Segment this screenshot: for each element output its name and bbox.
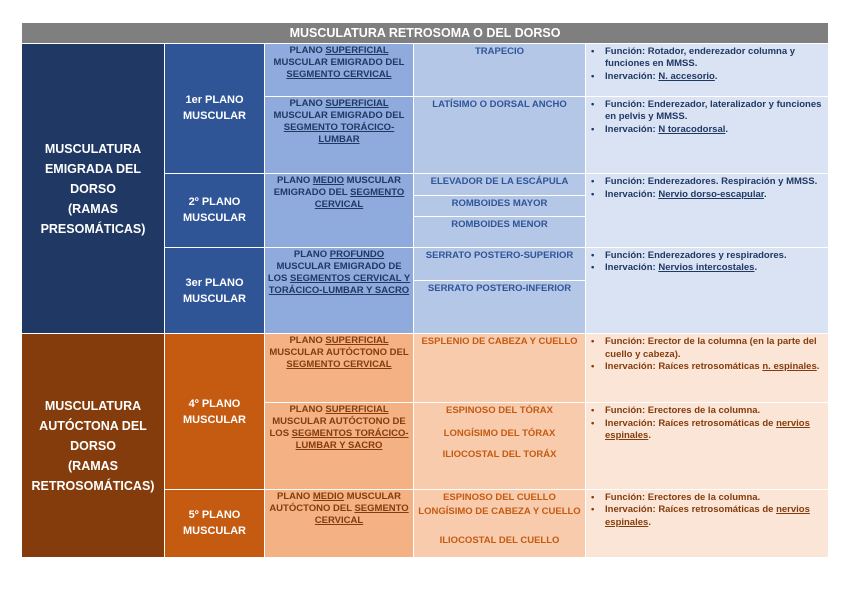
muscle-list [414,489,586,557]
bullet-list [588,492,825,530]
plane-level-label-line: 3er PLANO [185,276,244,289]
bullet-item: • Función: Erector de la columna (en la parte del cuello y cabeza). [588,336,825,361]
plane-level-label-line: MUSCULAR [183,212,246,225]
muscle-name: ILIOCOSTAL DEL TORÁX [442,449,557,461]
bullet-item: • Inervación: N. accesorio. [588,71,825,84]
plane-description: PLANO SUPERFICIAL MUSCULAR EMIGRADO DEL SEGMENTO TORÁCICO-LUMBAR [265,96,414,173]
group-label-line: DORSO [70,438,116,453]
group-label-line: RETROSOMÁTICAS) [31,478,155,493]
bullet-item: • Inervación: Raíces retrosomáticas de nervios espinales. [588,504,825,529]
plane-level-label-line: 2º PLANO [188,196,241,209]
back-musculature-table [21,22,829,558]
bullet-item: • Inervación: Raíces retrosomáticas n. espinales. [588,361,825,374]
function-innervation [586,247,829,333]
bullet-item: • Función: Erectores de la columna. [588,492,825,505]
plane-level-label [165,43,265,173]
muscle-list [414,403,586,489]
muscle-name: ILIOCOSTAL DEL CUELLO [439,534,560,546]
table-row [22,334,829,403]
plane-level-label-line: MUSCULAR [183,292,246,305]
plane-description: PLANO SUPERFICIAL MUSCULAR EMIGRADO DEL SEGMENTO CERVICAL [265,43,414,96]
bullet-list [588,176,825,201]
table-title: MUSCULATURA RETROSOMA O DEL DORSO [22,23,829,44]
muscle-name: LONGÍSIMO DEL TÓRAX [443,428,556,440]
bullet-item: • Inervación: N toracodorsal. [588,124,825,137]
bullet-list [588,405,825,443]
plane-description: PLANO PROFUNDO MUSCULAR EMIGRADO DE LOS SEGMENTOS CERVICAL Y TORÁCICO-LUMBAR Y SACRO [265,247,414,333]
plane-level-label-line: MUSCULAR [183,110,246,123]
plane-level-label [165,174,265,248]
table-row [22,43,829,96]
plane-level-label [165,334,265,490]
plane-level-label-line: MUSCULAR [183,525,246,538]
plane-level-label-line: 4º PLANO [188,397,241,410]
muscle-name: ROMBOIDES MENOR [414,216,585,237]
muscle-name: ESPLENIO DE CABEZA Y CUELLO [421,336,578,348]
plane-description: PLANO MEDIO MUSCULAR EMIGRADO DEL SEGMENTO CERVICAL [265,174,414,248]
muscle-list [414,96,586,173]
bullet-item: • Inervación: Nervios intercostales. [588,262,825,275]
group-label-line: (RAMAS [68,201,118,216]
plane-level-label [165,489,265,557]
group-label [22,334,165,558]
group-label-line: AUTÓCTONA DEL [39,418,147,433]
plane-description: PLANO SUPERFICIAL MUSCULAR AUTÓCTONO DE LOS SEGMENTOS TORÁCICO-LUMBAR Y SACRO [265,403,414,489]
muscle-name: ELEVADOR DE LA ESCÁPULA [430,176,569,188]
plane-description: PLANO MEDIO MUSCULAR AUTÓCTONO DEL SEGMENTO CERVICAL [265,489,414,557]
muscle-list [414,43,586,96]
muscle-list [414,334,586,403]
bullet-list [588,46,825,84]
bullet-item: • Función: Enderezadores y respiradores. [588,250,825,263]
plane-level-label-line: 1er PLANO [185,94,244,107]
function-innervation [586,489,829,557]
bullet-item: • Función: Enderezador, lateralizador y funciones en pelvis y MMSS. [588,99,825,124]
muscle-name: LATÍSIMO O DORSAL ANCHO [432,98,567,110]
group-label-line: MUSCULATURA [44,141,142,156]
plane-level-label-line: MUSCULAR [183,413,246,426]
plane-level-label-line: 5º PLANO [188,509,241,522]
function-innervation [586,43,829,96]
function-innervation [586,334,829,403]
group-label [22,43,165,334]
bullet-list [588,250,825,275]
bullet-item: • Función: Erectores de la columna. [588,405,825,418]
bullet-list [588,336,825,374]
muscle-name: SERRATO POSTERO-SUPERIOR [425,249,574,261]
bullet-item: • Inervación: Raíces retrosomáticas de nervios espinales. [588,418,825,443]
bullet-list [588,99,825,137]
group-label-line: EMIGRADA DEL [44,161,142,176]
muscle-name: ESPINOSO DEL TÓRAX [446,405,553,417]
muscle-name: SERRATO POSTERO-INFERIOR [414,280,585,322]
muscle-name: LONGÍSIMO DE CABEZA Y CUELLO [418,505,581,517]
plane-level-label [165,247,265,333]
bullet-item: • Inervación: Nervio dorso-escapular. [588,189,825,202]
bullet-item: • Función: Rotador, enderezador columna y funciones en MMSS. [588,46,825,71]
muscle-list [414,247,586,333]
function-innervation [586,96,829,173]
function-innervation [586,403,829,489]
function-innervation [586,174,829,248]
muscle-name: ESPINOSO DEL CUELLO [443,491,556,503]
group-label-line: MUSCULATURA [44,398,142,413]
plane-description: PLANO SUPERFICIAL MUSCULAR AUTÓCTONO DEL SEGMENTO CERVICAL [265,334,414,403]
group-label-line: DORSO [70,181,116,196]
group-label-line: PRESOMÁTICAS) [40,221,146,236]
group-label-line: (RAMAS [68,458,118,473]
muscle-name: TRAPECIO [474,45,525,57]
bullet-item: • Función: Enderezadores. Respiración y MMSS. [588,176,825,189]
muscle-list [414,174,586,248]
muscle-name: ROMBOIDES MAYOR [414,195,585,216]
